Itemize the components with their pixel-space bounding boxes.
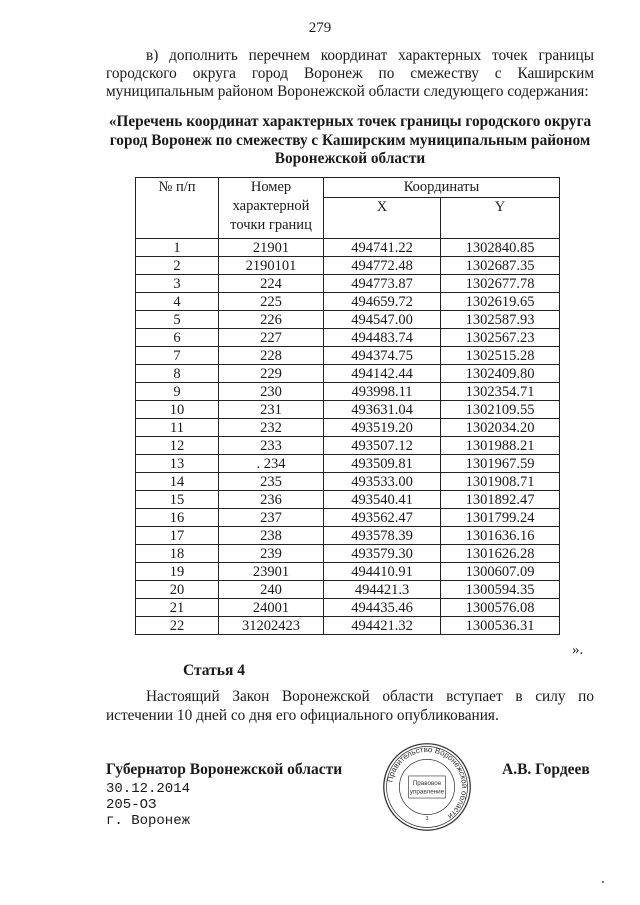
cell-index: 8 xyxy=(136,365,219,383)
signing-date: 30.12.2014 xyxy=(106,781,191,797)
cell-index: 15 xyxy=(136,491,219,509)
intro-paragraph: в) дополнить перечнем координат характерных точек границы городского округа город Воронеж по смежеству с Каширским муниципальным районом Воронежской области следующего содержания: xyxy=(106,47,594,100)
table-row xyxy=(136,509,560,527)
cell-index: 20 xyxy=(136,581,219,599)
table-row xyxy=(136,347,560,365)
cell-index: 9 xyxy=(136,383,219,401)
stamp-number: 3 xyxy=(425,816,429,823)
stamp-outer-text: Правительство Воронежской области xyxy=(385,744,469,821)
cell-index: 3 xyxy=(136,275,219,293)
cell-x: 493507.12 xyxy=(324,437,441,455)
table-row xyxy=(136,239,560,257)
table-row xyxy=(136,419,560,437)
cell-index: 22 xyxy=(136,617,219,635)
cell-point: 231 xyxy=(219,401,324,419)
cell-y: 1302409.80 xyxy=(441,365,560,383)
cell-point: 225 xyxy=(219,293,324,311)
cell-index: 14 xyxy=(136,473,219,491)
cell-y: 1302515.28 xyxy=(441,347,560,365)
signing-city: г. Воронеж xyxy=(106,813,191,829)
cell-point: 224 xyxy=(219,275,324,293)
cell-y: 1300536.31 xyxy=(441,617,560,635)
list-title: «Перечень координат характерных точек границы городского округа город Воронеж по смежеству с Каширским муниципальным районом Воронежской области xyxy=(108,113,592,167)
cell-y: 1301908.71 xyxy=(441,473,560,491)
cell-y: 1302687.35 xyxy=(441,257,560,275)
cell-point: . 234 xyxy=(219,455,324,473)
cell-index: 10 xyxy=(136,401,219,419)
cell-x: 493631.04 xyxy=(324,401,441,419)
cell-index: 18 xyxy=(136,545,219,563)
cell-point: 229 xyxy=(219,365,324,383)
table-row xyxy=(136,527,560,545)
article-text: Настоящий Закон Воронежской области вступает в силу по истечении 10 дней со дня его официального опубликования. xyxy=(106,688,594,724)
cell-y: 1302619.65 xyxy=(441,293,560,311)
cell-point: 232 xyxy=(219,419,324,437)
cell-y: 1302034.20 xyxy=(441,419,560,437)
governor-label: Губернатор Воронежской области xyxy=(106,761,343,778)
cell-x: 493562.47 xyxy=(324,509,441,527)
cell-point: 226 xyxy=(219,311,324,329)
cell-point: 23901 xyxy=(219,563,324,581)
cell-y: 1301799.24 xyxy=(441,509,560,527)
cell-point: 236 xyxy=(219,491,324,509)
cell-x: 493540.41 xyxy=(324,491,441,509)
cell-x: 493509.81 xyxy=(324,455,441,473)
cell-y: 1300594.35 xyxy=(441,581,560,599)
table-row xyxy=(136,311,560,329)
article-heading: Статья 4 xyxy=(183,662,245,679)
cell-index: 13 xyxy=(136,455,219,473)
cell-y: 1301892.47 xyxy=(441,491,560,509)
cell-point: 230 xyxy=(219,383,324,401)
cell-x: 494547.00 xyxy=(324,311,441,329)
cell-index: 7 xyxy=(136,347,219,365)
cell-y: 1302840.85 xyxy=(441,239,560,257)
cell-x: 493579.30 xyxy=(324,545,441,563)
cell-point: 24001 xyxy=(219,599,324,617)
cell-y: 1302354.71 xyxy=(441,383,560,401)
table-row xyxy=(136,617,560,635)
table-row xyxy=(136,491,560,509)
cell-index: 1 xyxy=(136,239,219,257)
table-row xyxy=(136,437,560,455)
cell-x: 494483.74 xyxy=(324,329,441,347)
table-row xyxy=(136,599,560,617)
cell-point: 239 xyxy=(219,545,324,563)
table-row xyxy=(136,365,560,383)
table-row xyxy=(136,581,560,599)
cell-y: 1302109.55 xyxy=(441,401,560,419)
cell-index: 6 xyxy=(136,329,219,347)
closing-quote: ». xyxy=(572,642,584,658)
table-row xyxy=(136,563,560,581)
cell-index: 5 xyxy=(136,311,219,329)
cell-index: 4 xyxy=(136,293,219,311)
cell-point: 21901 xyxy=(219,239,324,257)
cell-index: 21 xyxy=(136,599,219,617)
cell-x: 494741.22 xyxy=(324,239,441,257)
cell-point: 2190101 xyxy=(219,257,324,275)
table-row xyxy=(136,545,560,563)
cell-y: 1300576.08 xyxy=(441,599,560,617)
cell-index: 16 xyxy=(136,509,219,527)
cell-x: 494773.87 xyxy=(324,275,441,293)
cell-x: 493578.39 xyxy=(324,527,441,545)
cell-y: 1301988.21 xyxy=(441,437,560,455)
header-index: № п/п xyxy=(136,178,219,239)
cell-x: 494421.3 xyxy=(324,581,441,599)
governor-name: А.В. Гордеев xyxy=(502,761,590,778)
cell-point: 238 xyxy=(219,527,324,545)
cell-x: 494421.32 xyxy=(324,617,441,635)
cell-x: 494435.46 xyxy=(324,599,441,617)
cell-index: 17 xyxy=(136,527,219,545)
cell-point: 228 xyxy=(219,347,324,365)
cell-x: 494374.75 xyxy=(324,347,441,365)
cell-x: 494410.91 xyxy=(324,563,441,581)
table-row xyxy=(136,473,560,491)
coordinates-table xyxy=(135,177,560,635)
official-stamp xyxy=(381,741,473,833)
cell-point: 31202423 xyxy=(219,617,324,635)
cell-index: 11 xyxy=(136,419,219,437)
cell-x: 493998.11 xyxy=(324,383,441,401)
table-row xyxy=(136,401,560,419)
cell-point: 233 xyxy=(219,437,324,455)
table-row xyxy=(136,329,560,347)
header-point: Номер характерной точки границ xyxy=(219,178,324,239)
table-body xyxy=(136,239,560,635)
law-number: 205-ОЗ xyxy=(106,797,157,813)
table-row xyxy=(136,257,560,275)
stamp-inner-line-1: Правовое xyxy=(412,780,442,788)
cell-x: 494659.72 xyxy=(324,293,441,311)
stamp-inner-line-2: управление xyxy=(409,788,445,796)
cell-x: 493519.20 xyxy=(324,419,441,437)
header-coordinates: Координаты xyxy=(324,178,560,198)
table-row xyxy=(136,293,560,311)
cell-point: 240 xyxy=(219,581,324,599)
scan-speck xyxy=(602,881,604,883)
cell-y: 1301967.59 xyxy=(441,455,560,473)
cell-y: 1301636.16 xyxy=(441,527,560,545)
page-number: 279 xyxy=(308,20,332,36)
cell-y: 1302587.93 xyxy=(441,311,560,329)
cell-point: 237 xyxy=(219,509,324,527)
table-row xyxy=(136,275,560,293)
cell-index: 12 xyxy=(136,437,219,455)
cell-x: 493533.00 xyxy=(324,473,441,491)
cell-index: 2 xyxy=(136,257,219,275)
table-row xyxy=(136,383,560,401)
header-y: Y xyxy=(441,198,560,239)
cell-point: 227 xyxy=(219,329,324,347)
cell-y: 1302567.23 xyxy=(441,329,560,347)
table-row xyxy=(136,455,560,473)
cell-y: 1301626.28 xyxy=(441,545,560,563)
cell-y: 1300607.09 xyxy=(441,563,560,581)
header-x: X xyxy=(324,198,441,239)
cell-index: 19 xyxy=(136,563,219,581)
cell-x: 494772.48 xyxy=(324,257,441,275)
cell-x: 494142.44 xyxy=(324,365,441,383)
cell-y: 1302677.78 xyxy=(441,275,560,293)
cell-point: 235 xyxy=(219,473,324,491)
